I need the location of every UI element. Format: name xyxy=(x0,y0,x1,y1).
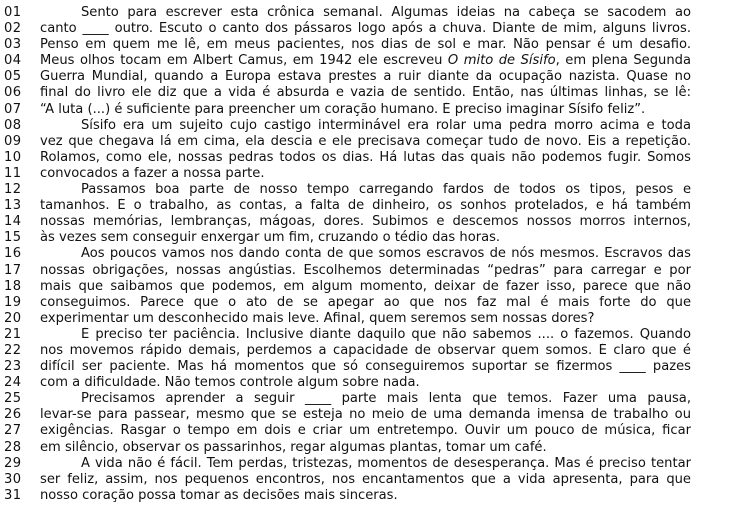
text-segment: conseguimos. Parece que o ato de se apegar ao que nos faz mal é mais forte do que xyxy=(40,294,691,310)
line-text xyxy=(40,150,691,166)
line-text xyxy=(40,327,691,343)
line-text xyxy=(40,456,691,472)
text-line xyxy=(0,246,734,262)
line-text xyxy=(40,359,691,375)
text-line xyxy=(0,375,734,391)
text-segment: mais que saibamos que podemos, em algum momento, deixar de fazer isso, parece que não xyxy=(40,278,691,294)
text-segment: Precisamos aprender a seguir ____ parte mais lenta que temos. Fazer uma pausa, xyxy=(81,391,691,407)
line-number: 01 xyxy=(4,5,22,20)
text-segment: nosso coração possa tomar as decisões mais sinceras. xyxy=(40,487,398,503)
line-text xyxy=(40,295,691,311)
line-number: 25 xyxy=(4,391,22,407)
line-text xyxy=(40,134,691,150)
text-segment: Sísifo era um sujeito cujo castigo interminável era rolar uma pedra morro acima e toda xyxy=(81,117,691,133)
text-segment: convocados a fazer a nossa parte. xyxy=(40,165,265,181)
text-segment: difícil ser paciente. Mas há momentos que só conseguiremos suportar se fizermos ____ pazes xyxy=(40,359,691,375)
text-line xyxy=(0,423,734,439)
text-segment: Sento para escrever esta crônica semanal. Algumas ideias na cabeça se sacodem ao xyxy=(81,5,691,20)
line-number: 13 xyxy=(4,198,22,214)
line-text xyxy=(40,246,691,262)
text-line xyxy=(0,343,734,359)
text-segment: em silêncio, observar os passarinhos, regar algumas plantas, tomar um café. xyxy=(40,439,547,455)
text-segment: Passamos boa parte de nosso tempo carregando fardos de todos os tipos, pesos e xyxy=(81,182,691,198)
line-text xyxy=(40,423,691,439)
text-segment: experimentar um desconhecido mais leve. Afinal, quem seremos sem nossas dores? xyxy=(40,310,595,326)
text-line xyxy=(0,472,734,488)
text-segment: Penso em quem me lê, em meus pacientes, nos dias de sol e mar. Não pensar é um desafio. xyxy=(40,37,691,53)
line-number: 29 xyxy=(4,455,22,471)
line-number: 05 xyxy=(4,69,22,85)
line-number: 08 xyxy=(4,117,22,133)
text-segment: É preciso ter paciência. Inclusive diante daquilo que não sabemos .... o fazemos. Quando xyxy=(81,326,691,342)
text-line xyxy=(0,488,734,504)
line-text xyxy=(40,69,691,85)
text-segment: Meus olhos tocam em Albert Camus, em 1942 ele escreveu xyxy=(40,53,448,69)
line-text xyxy=(40,21,691,37)
line-number: 10 xyxy=(4,149,22,165)
text-line xyxy=(0,69,734,85)
line-text xyxy=(40,182,691,198)
text-segment: Guerra Mundial, quando a Europa estava prestes a ruir diante da ocupação nazista. Quase no xyxy=(40,69,691,85)
text-segment: levar-se para passear, mesmo que se esteja no meio de uma demanda imensa de trabalho ou xyxy=(40,407,691,423)
text-line xyxy=(0,327,734,343)
line-number: 09 xyxy=(4,133,22,149)
text-segment: canto ____ outro. Escuto o canto dos pássaros logo após a chuva. Diante de mim, alguns livros. xyxy=(40,21,691,37)
text-line xyxy=(0,407,734,423)
line-number: 26 xyxy=(4,407,22,423)
line-text xyxy=(40,488,691,504)
line-text xyxy=(40,375,691,391)
line-text xyxy=(40,53,691,69)
text-line xyxy=(0,230,734,246)
line-number: 22 xyxy=(4,342,22,358)
line-number: 12 xyxy=(4,182,22,198)
line-text xyxy=(40,198,691,214)
line-number: 02 xyxy=(4,21,22,37)
text-segment: com a dificuldade. Não temos controle algum sobre nada. xyxy=(40,375,420,391)
text-line xyxy=(0,53,734,69)
text-line xyxy=(0,198,734,214)
text-line xyxy=(0,311,734,327)
text-segment: exigências. Rasgar o tempo em dois e criar um entretempo. Ouvir um pouco de música, ficar xyxy=(40,423,691,439)
line-text xyxy=(40,407,691,423)
text-line xyxy=(0,391,734,407)
line-number: 14 xyxy=(4,214,22,230)
line-text xyxy=(40,230,691,246)
text-line xyxy=(0,440,734,456)
text-line xyxy=(0,263,734,279)
line-text xyxy=(40,118,691,134)
text-segment: nos movemos rápido demais, perdemos a capacidade de observar quem somos. É claro que é xyxy=(40,342,691,358)
line-text xyxy=(40,440,691,456)
text-line xyxy=(0,295,734,311)
text-segment: nossas obrigações, nossas angústias. Escolhemos determinadas “pedras” para carregar e por xyxy=(40,262,691,278)
text-line xyxy=(0,214,734,230)
text-segment: vez que chegava lá em cima, ela descia e ele precisava começar tudo de novo. Eis a repetição. xyxy=(40,133,691,149)
text-segment: às vezes sem conseguir enxergar um fim, cruzando o tédio das horas. xyxy=(40,230,501,246)
line-text xyxy=(40,85,691,101)
text-segment: Aos poucos vamos nos dando conta de que somos escravos de nós mesmos. Escravos das xyxy=(81,246,691,262)
line-text xyxy=(40,472,691,488)
text-line xyxy=(0,37,734,53)
line-number: 04 xyxy=(4,53,22,69)
text-line xyxy=(0,182,734,198)
line-number: 23 xyxy=(4,359,22,375)
text-line xyxy=(0,21,734,37)
line-text xyxy=(40,166,691,182)
line-text xyxy=(40,279,691,295)
text-line xyxy=(0,166,734,182)
line-number: 16 xyxy=(4,246,22,262)
text-line xyxy=(0,85,734,101)
chronicle-text xyxy=(0,5,734,504)
text-line xyxy=(0,102,734,118)
line-number: 27 xyxy=(4,423,22,439)
line-number: 03 xyxy=(4,37,22,53)
line-number: 07 xyxy=(4,101,22,117)
line-text xyxy=(40,311,691,327)
line-text xyxy=(40,5,691,21)
text-line xyxy=(0,456,734,472)
line-text xyxy=(40,391,691,407)
line-number: 06 xyxy=(4,85,22,101)
line-number: 21 xyxy=(4,326,22,342)
text-line xyxy=(0,5,734,21)
line-text xyxy=(40,102,691,118)
line-number: 18 xyxy=(4,278,22,294)
line-number: 20 xyxy=(4,310,22,326)
line-text xyxy=(40,37,691,53)
text-line xyxy=(0,150,734,166)
text-segment: , em plena Segunda xyxy=(555,53,691,69)
book-title: O mito de Sísifo xyxy=(447,53,556,69)
text-segment: “A luta (...) é suficiente para preencher um coração humano. É preciso imaginar Sísifo feliz”. xyxy=(40,101,646,117)
line-number: 15 xyxy=(4,230,22,246)
text-segment: A vida não é fácil. Tem perdas, tristezas, momentos de desesperança. Mas é preciso tentar xyxy=(81,455,691,471)
text-line xyxy=(0,118,734,134)
text-line xyxy=(0,359,734,375)
line-number: 24 xyxy=(4,375,22,391)
line-number: 19 xyxy=(4,294,22,310)
line-number: 11 xyxy=(4,165,22,181)
line-number: 17 xyxy=(4,262,22,278)
line-number: 28 xyxy=(4,439,22,455)
line-number: 31 xyxy=(4,487,22,503)
text-segment: nossas memórias, lembranças, mágoas, dores. Subimos e descemos nossos morros internos, xyxy=(40,214,691,230)
text-segment: tamanhos. É o trabalho, as contas, a falta de dinheiro, os sonhos protelados, e há também xyxy=(40,198,691,214)
text-line xyxy=(0,134,734,150)
line-text xyxy=(40,343,691,359)
text-segment: ser feliz, assim, nos pequenos encontros, nos encantamentos que a vida apresenta, para que xyxy=(40,471,691,487)
text-segment: Rolamos, como ele, nossas pedras todos os dias. Há lutas das quais não podemos fugir. Somos xyxy=(40,149,691,165)
line-text xyxy=(40,214,691,230)
line-number: 30 xyxy=(4,471,22,487)
text-segment: final do livro ele diz que a vida é absurda e vazia de sentido. Então, nas últimas linhas, se lê: xyxy=(40,85,691,101)
text-line xyxy=(0,279,734,295)
line-text xyxy=(40,263,691,279)
